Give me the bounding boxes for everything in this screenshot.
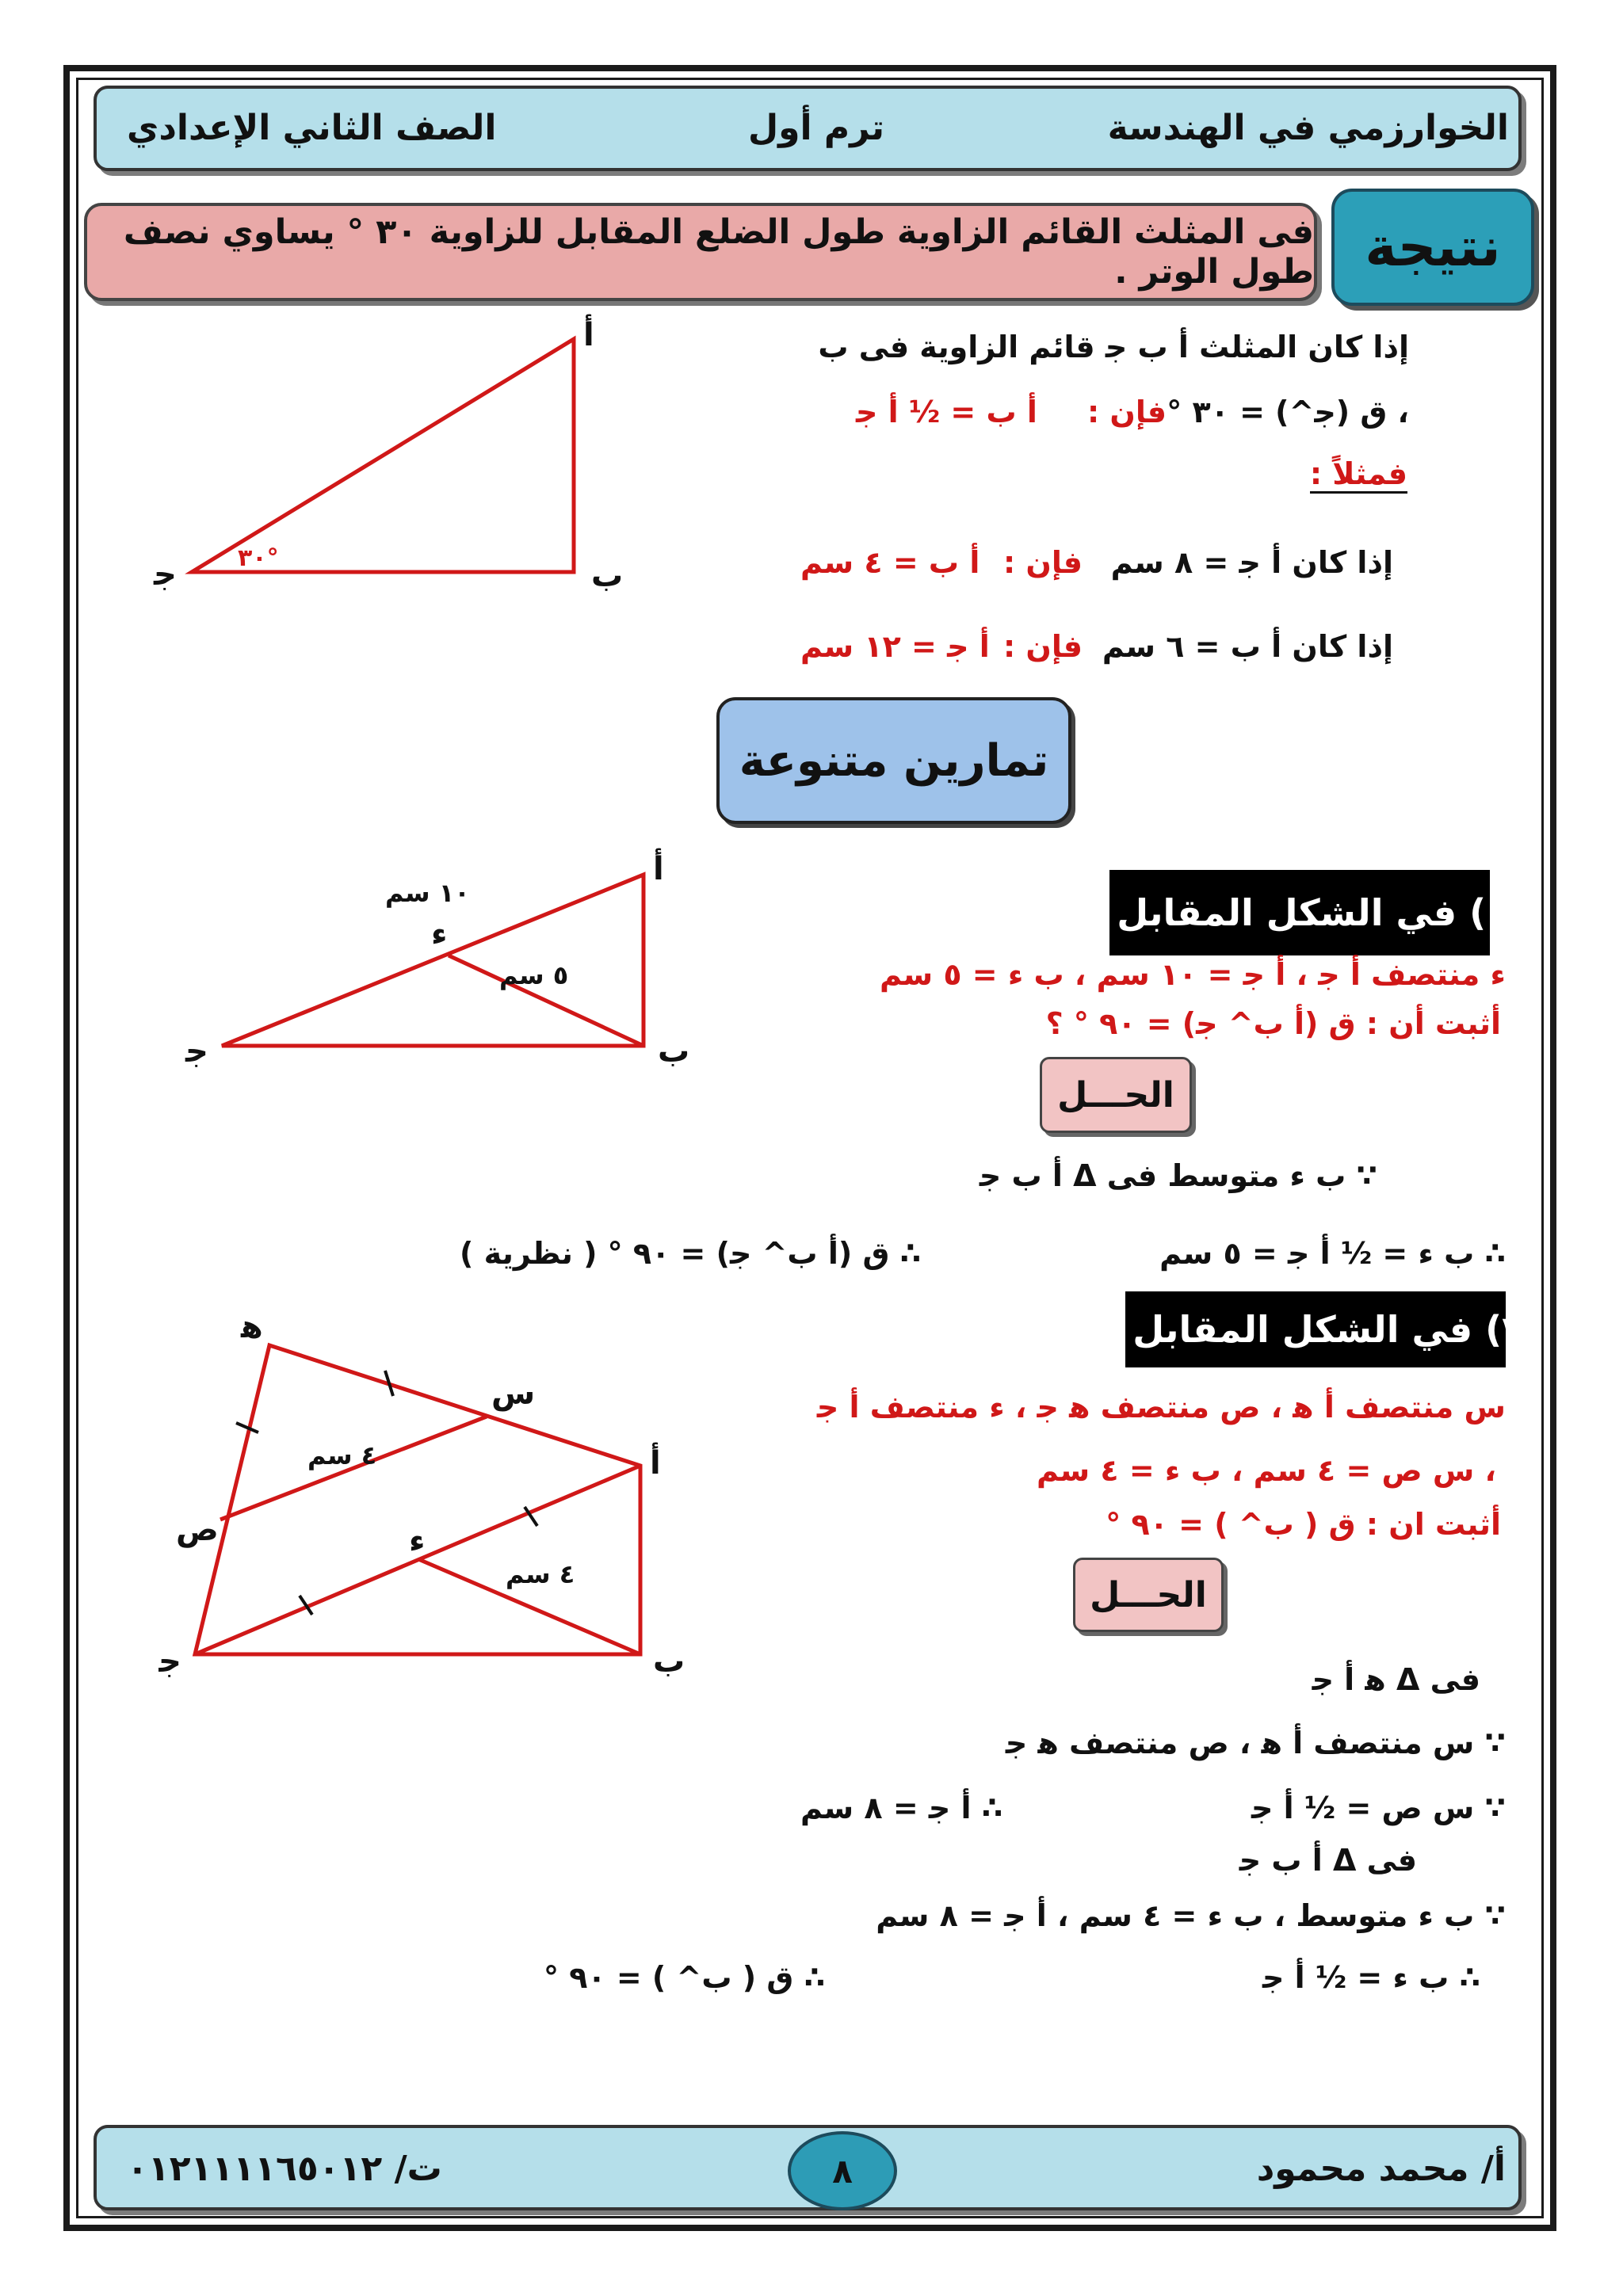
ex2-fig-label-c: ﺟ <box>158 1643 181 1680</box>
ex1-fig-label-a: ﺃ <box>653 851 664 887</box>
theorem-line1: إذا كان المثلث ﺃ ب ﺟ قائم الزاوية فى ب <box>818 330 1409 364</box>
exercise2-step3a: ∵ س ص = ½ ﺃ ﺟ <box>1251 1791 1506 1825</box>
exercise2-given1: س منتصف ﺃ ﻫ ، ص منتصف ﻫ ﺟ ، ء منتصف ﺃ ﺟ <box>816 1390 1506 1425</box>
exercise1-given: ء منتصف ﺃ ﺟ ، ﺃ ﺟ = ١٠ سم ، ب ء = ٥ سم <box>879 957 1506 992</box>
ex2-fig-label-a: ﺃ <box>650 1445 661 1482</box>
header-subject: الخوارزمي في الهندسة <box>1107 108 1509 148</box>
exercise1-prove: أثبت أن : ق (ﺃ ب^ ﺟ) = ٩٠ ° ؟ <box>1045 1006 1501 1041</box>
example1-then-label: فإن : <box>1003 545 1083 580</box>
exercise2-step5: ∵ ب ء متوسط ، ب ء = ٤ سم ، ﺃ ﺟ = ٨ سم <box>876 1898 1506 1933</box>
figure-exercise2 <box>158 1307 729 1688</box>
exercise1-step1: ∵ ب ء متوسط فى Δ ﺃ ب ﺟ <box>979 1158 1377 1193</box>
exercise1-solution-button[interactable]: الحـــل <box>1040 1057 1192 1133</box>
example2-then-label: فإن : <box>1003 629 1083 664</box>
footer-phone: ت/ ٠١٢١١١١٦٥٠١٢ <box>127 2149 442 2189</box>
exercise2-step2: ∵ س منتصف ﺃ ﻫ ، ص منتصف ﻫ ﺟ <box>1005 1726 1506 1760</box>
page-number: ٨ <box>788 2131 897 2210</box>
header-grade: الصف الثاني الإعدادي <box>127 108 497 148</box>
fig1-angle-label: ٣٠° <box>238 544 279 572</box>
exercise1-step2: ∴ ب ء = ½ ﺃ ﺟ = ٥ سم <box>1159 1236 1506 1271</box>
theorem-given: ، ق (ﺟ^) = ٣٠ ° <box>1167 395 1409 429</box>
example-label: فمثلاً : <box>1310 458 1407 494</box>
header-term: ترم أول <box>748 108 885 148</box>
exercise2-step3b: ∴ ﺃ ﺟ = ٨ سم <box>800 1791 1003 1825</box>
example1-then-value: ﺃ ب = ٤ سم <box>800 545 980 580</box>
ex1-fig-bd-length: ٥ سم <box>499 960 569 990</box>
ex1-fig-label-c: ﺟ <box>185 1033 208 1070</box>
exercise2-step6b: ∴ ق ( ب^ ) = ٩٠ ° <box>544 1960 826 1995</box>
ex2-fig-bd-length: ٤ سم <box>506 1559 575 1589</box>
ex1-fig-label-d: ء <box>431 916 448 952</box>
footer-author: أ/ محمد محمود <box>1256 2149 1506 2189</box>
exercise2-step6a: ∴ ب ء = ½ ﺃ ﺟ <box>1262 1960 1480 1995</box>
ex1-fig-label-b: ب <box>658 1033 690 1070</box>
exercise2-title: (٢) في الشكل المقابل :- <box>1125 1291 1506 1367</box>
exercise1-step3: ∴ ق (ﺃ ب^ ﺟ) = ٩٠ ° ( نظرية ) <box>460 1236 922 1271</box>
theorem-then-value: ﺃ ب = ½ ﺃ ﺟ <box>856 395 1037 429</box>
figure-exercise1 <box>174 848 713 1070</box>
theorem-then-label: فإن : <box>1087 395 1167 429</box>
fig1-label-c: ﺟ <box>154 556 177 593</box>
fig1-label-b: ب <box>591 558 624 594</box>
ex2-fig-label-s: س <box>491 1375 536 1412</box>
ex2-fig-label-b: ب <box>653 1643 685 1680</box>
result-statement: فى المثلث القائم الزاوية طول الضلع المقابل للزاوية ٣٠ ° يساوي نصف طول الوتر . <box>84 203 1317 301</box>
exercise2-given2: ، س ص = ٤ سم ، ب ء = ٤ سم <box>1037 1453 1496 1488</box>
ex2-fig-label-e: ﻫ <box>241 1309 263 1345</box>
example2-given: إذا كان ﺃ ب = ٦ سم <box>1102 629 1393 664</box>
exercise2-step1: فى Δ ﻫ ﺃ ﺟ <box>1312 1662 1480 1697</box>
exercise2-solution-button[interactable]: الحـــل <box>1073 1558 1224 1632</box>
figure-right-triangle <box>143 314 634 599</box>
result-badge: نتيجة <box>1331 189 1534 306</box>
ex1-fig-ac-length: ١٠ سم <box>385 878 470 908</box>
ex2-fig-label-d: ء <box>409 1523 426 1559</box>
ex2-fig-label-p: ص <box>176 1512 219 1548</box>
exercise1-title: (١) في الشكل المقابل :- <box>1109 870 1490 955</box>
exercise2-prove: أثبت ان : ق ( ب^ ) = ٩٠ ° <box>1106 1507 1501 1542</box>
section-title: تمارين متنوعة <box>716 697 1071 824</box>
example2-then-value: ﺃ ﺟ = ١٢ سم <box>800 629 990 664</box>
fig1-label-a: ﺃ <box>583 317 594 353</box>
exercise2-step4: فى Δ ﺃ ب ﺟ <box>1239 1843 1417 1878</box>
ex2-fig-sp-length: ٤ سم <box>307 1440 377 1470</box>
example1-given: إذا كان ﺃ ﺟ = ٨ سم <box>1110 545 1393 580</box>
